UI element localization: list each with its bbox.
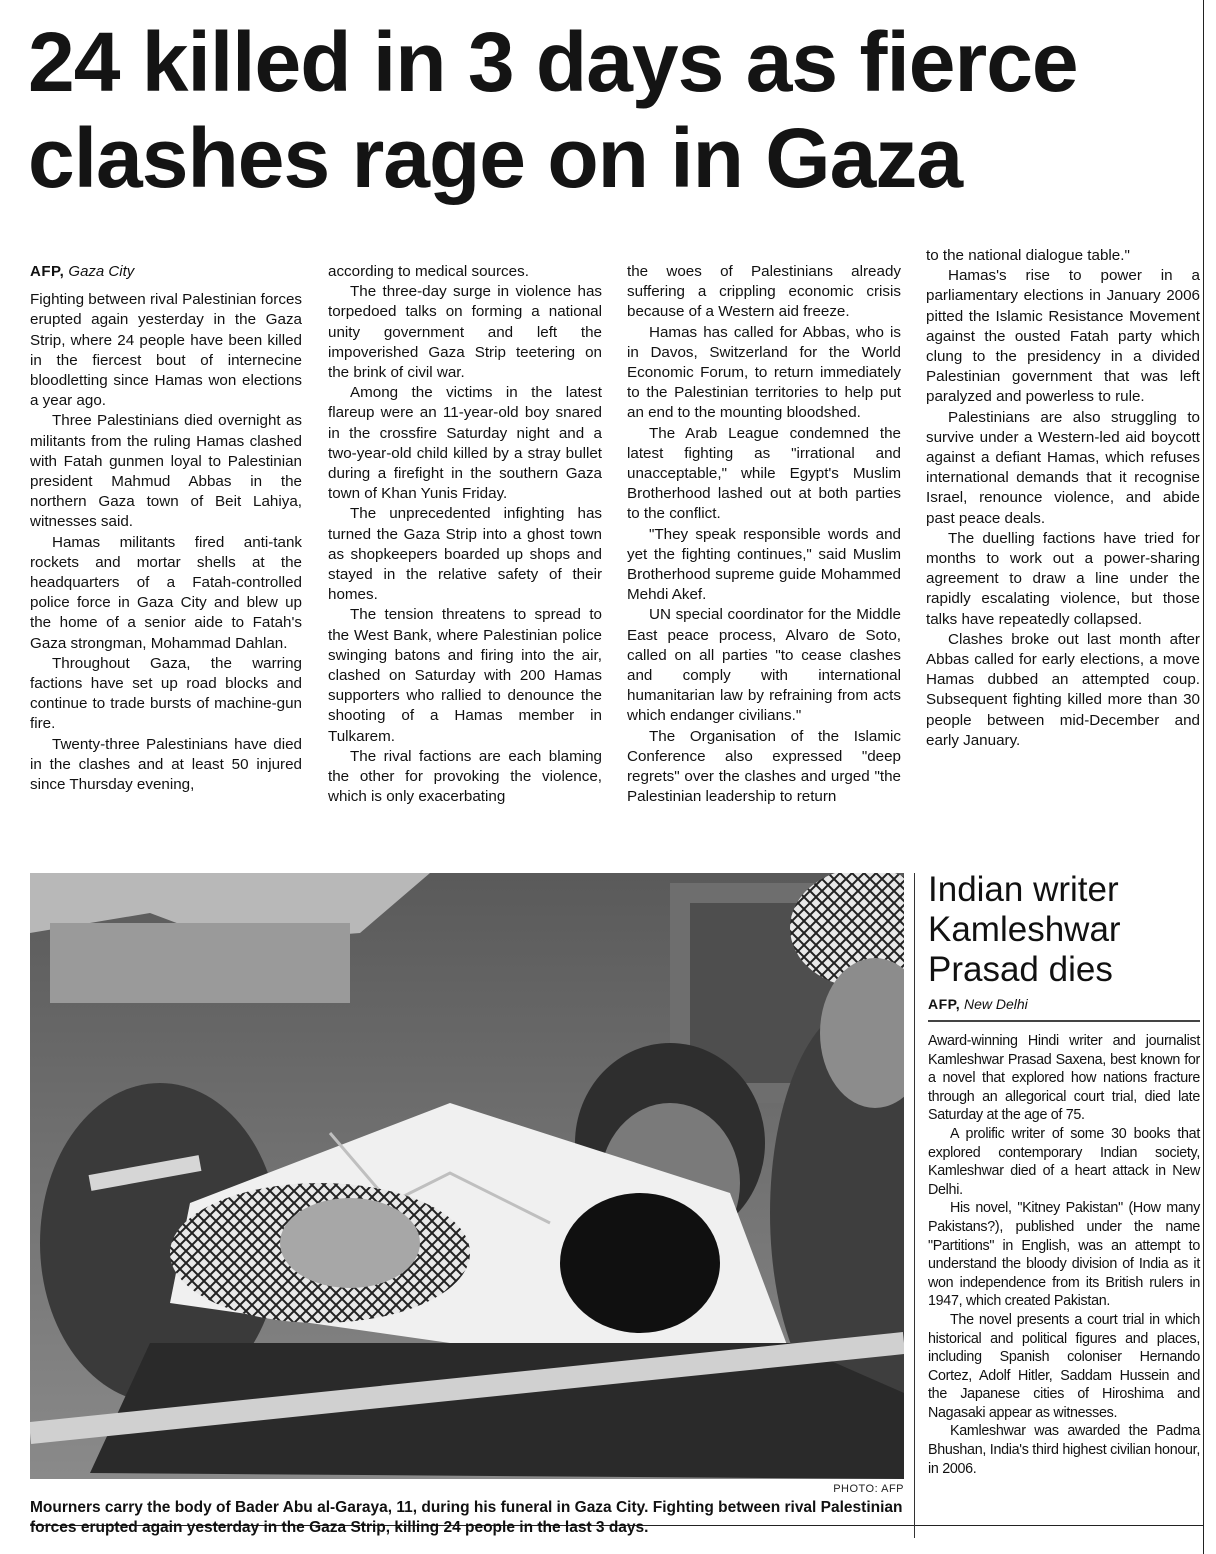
photo-caption: Mourners carry the body of Bader Abu al-Garaya, 11, during his funeral in Gaza City. Fighting between rival Palestinian forces erupted again yesterday in the Gaza Strip, killing 24 people in the last 3 days. xyxy=(30,1499,903,1536)
paragraph: according to medical sources. xyxy=(328,263,529,280)
article-byline xyxy=(30,262,302,282)
paragraph: The rival factions are each blaming the other for provoking the violence, which is only exacerbating xyxy=(328,747,602,806)
paragraph: The tension threatens to spread to the West Bank, where Palestinian police swinging batons and firing into the air, clashed on Saturday with 200 Hamas supporters who rallied to denounce the shooting of a Hamas member in Tulkarem. xyxy=(328,606,602,745)
headline: 24 killed in 3 days as fierce clashes rage on in Gaza xyxy=(28,15,1078,205)
paragraph: UN special coordinator for the Middle East peace process, Alvaro de Soto, called on all parties "to cease clashes and comply with international humanitarian law by refraining from acts which endanger civilians." xyxy=(627,606,901,725)
paragraph: The three-day surge in violence has torpedoed talks on forming a national unity government and left the impoverished Gaza Strip teetering on the brink of civil war. xyxy=(328,283,602,382)
sidebar-byline xyxy=(928,996,1028,1012)
paragraph: The duelling factions have tried for months to work out a power-sharing agreement to draw a line under the rapidly escalating violence, but those talks have repeatedly collapsed. xyxy=(926,529,1200,628)
paragraph: Fighting between rival Palestinian forces erupted again yesterday in the Gaza Strip, where 24 people have been killed in the fiercest bout of internecine bloodletting since Hamas won elections a year ago. xyxy=(30,291,302,410)
article-column-3 xyxy=(627,262,901,807)
paragraph: The unprecedented infighting has turned the Gaza Strip into a ghost town as shopkeepers boarded up shops and stayed in the relative safety of their homes. xyxy=(328,505,602,604)
photo-credit: PHOTO: AFP xyxy=(833,1483,904,1495)
paragraph: to the national dialogue table." xyxy=(926,247,1130,264)
paragraph: Hamas militants fired anti-tank rockets and mortar shells at the headquarters of a Fatah-controlled police force in Gaza City and blew up the home of a senior aide to Fatah's Gaza strongman, Mohammad Dahlan. xyxy=(30,533,302,652)
sidebar-paragraph: His novel, "Kitney Pakistan" (How many Pakistans?), published under the name "Partitions" in English, was an attempt to understand the bloody division of India as it won independence from its British rulers in 1947, which created Pakistan. xyxy=(928,1200,1200,1310)
paragraph: Hamas has called for Abbas, who is in Davos, Switzerland for the World Economic Forum, to return immediately to the Palestinian territories to help put an end to the mounting bloodshed. xyxy=(627,323,901,422)
article-column-4 xyxy=(926,246,1200,751)
sidebar-rule xyxy=(928,1020,1200,1022)
paragraph: Clashes broke out last month after Abbas called for early elections, a move Hamas dubbed an attempted coup. Subsequent fighting killed more than 30 people between mid-December and early January. xyxy=(926,630,1200,749)
paragraph: the woes of Palestinians already suffering a crippling economic crisis because of a Western aid freeze. xyxy=(627,263,901,321)
paragraph: "They speak responsible words and yet the fighting continues," said Muslim Brotherhood supreme guide Mohammed Mehdi Akef. xyxy=(627,525,901,604)
page-border-right xyxy=(1203,0,1204,1554)
sidebar-paragraph: The novel presents a court trial in which historical and political figures and places, including Spanish coloniser Hernando Cortez, Adolf Hitler, Saddam Hussein and the Japanese cities of Hiroshima and Nagasaki appear as witnesses. xyxy=(928,1311,1200,1421)
sidebar-body xyxy=(928,1032,1200,1478)
photo-illustration xyxy=(30,873,904,1479)
sidebar-paragraph: A prolific writer of some 30 books that explored contemporary Indian society, Kamleshwar died of a heart attack in New Delhi. xyxy=(928,1125,1200,1198)
article-column-1 xyxy=(30,262,302,795)
sidebar-paragraph: Kamleshwar was awarded the Padma Bhushan, India's third highest civilian honour, in 2006. xyxy=(928,1423,1200,1477)
paragraph: Twenty-three Palestinians have died in the clashes and at least 50 injured since Thursday evening, xyxy=(30,735,302,794)
paragraph: Three Palestinians died overnight as militants from the ruling Hamas clashed with Fatah gunmen loyal to Palestinian president Mahmud Abbas in the northern Gaza town of Beit Lahiya, witnesses said. xyxy=(30,412,302,531)
news-photo xyxy=(30,873,904,1479)
paragraph: The Arab League condemned the latest fighting as "irrational and unacceptable," while Egypt's Muslim Brotherhood lashed out at both parties to the conflict. xyxy=(627,424,901,523)
paragraph: Hamas's rise to power in a parliamentary elections in January 2006 pitted the Islamic Resistance Movement against the ousted Fatah party which clung to the presidency in a divided Palestinian government that was left paralyzed and powerless to rule. xyxy=(926,267,1200,406)
sidebar-byline-agency: AFP, xyxy=(928,996,961,1012)
paragraph: Palestinians are also struggling to survive under a Western-led aid boycott against a defiant Hamas, which refuses international demands that it recognise Israel, renounce violence, and abide past peace deals. xyxy=(926,408,1200,527)
paragraph: Throughout Gaza, the warring factions have set up road blocks and continue to trade bursts of machine-gun fire. xyxy=(30,654,302,733)
paragraph: Among the victims in the latest flareup were an 11-year-old boy snared in the crossfire Saturday night and a two-year-old child killed by a stray bullet during a firefight in the southern Gaza town of Khan Yunis Friday. xyxy=(328,384,602,503)
sidebar-headline: Indian writer Kamleshwar Prasad dies xyxy=(928,870,1121,989)
column-divider xyxy=(914,873,915,1538)
paragraph: The Organisation of the Islamic Conference also expressed "deep regrets" over the clashes and urged "the Palestinian leadership to return xyxy=(627,727,901,806)
byline-dateline: Gaza City xyxy=(68,263,135,280)
sidebar-byline-dateline: New Delhi xyxy=(963,996,1028,1012)
article-column-2 xyxy=(328,262,602,807)
sidebar-paragraph: Award-winning Hindi writer and journalist Kamleshwar Prasad Saxena, best known for a novel that explored how nations fracture through an allegorical court trial, died late Saturday at the age of 75. xyxy=(928,1033,1200,1124)
byline-agency: AFP, xyxy=(30,263,65,280)
